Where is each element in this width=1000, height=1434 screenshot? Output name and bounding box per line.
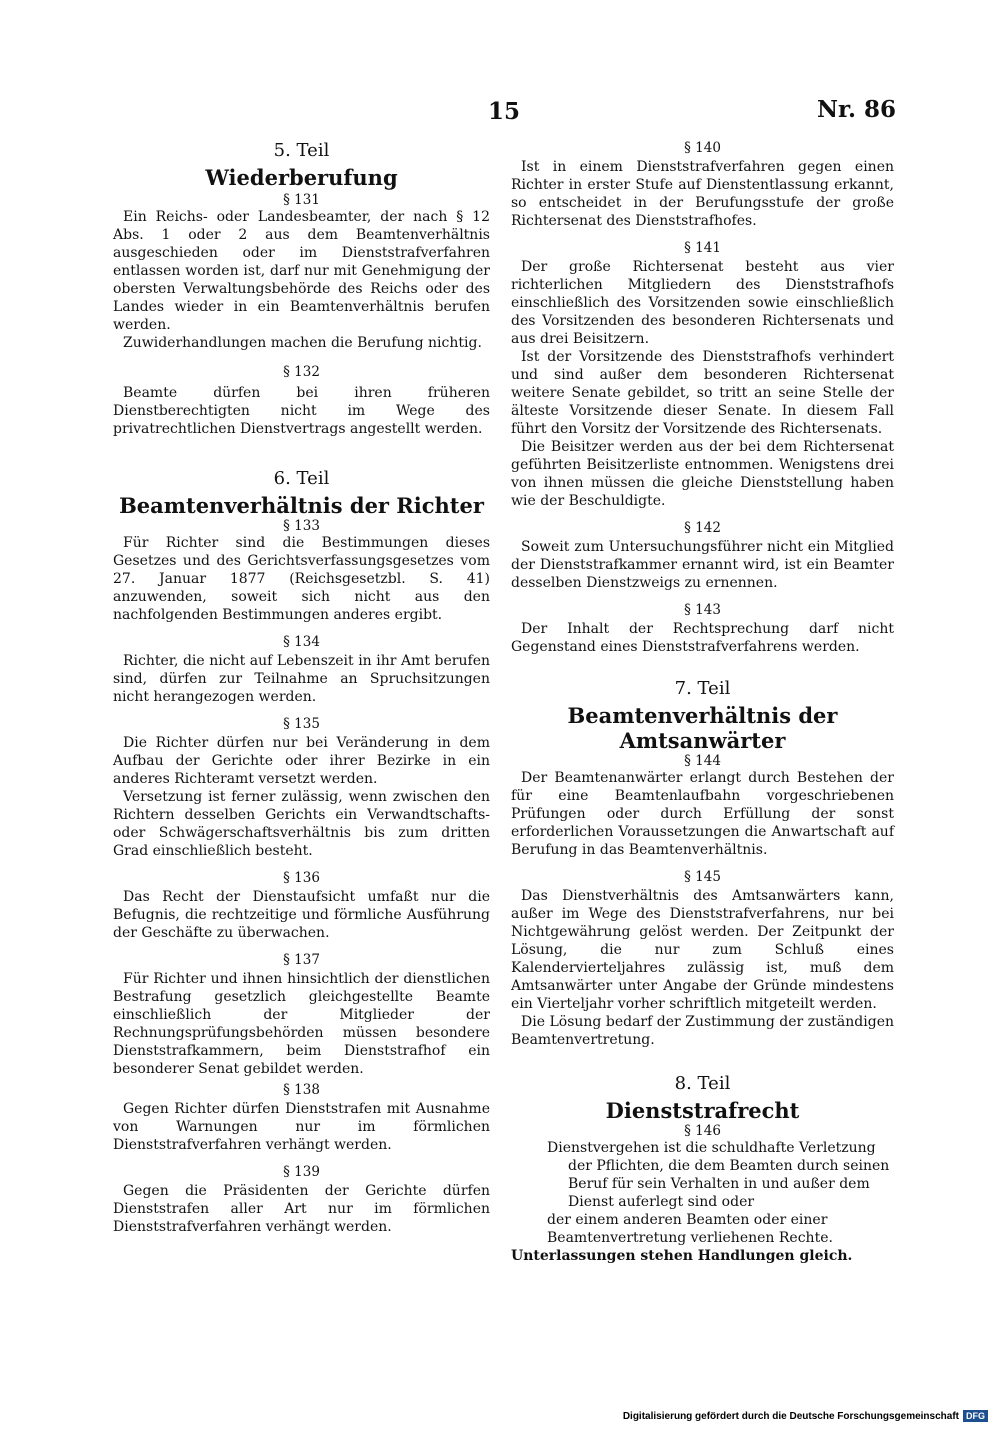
section-number: § 133 [283, 518, 320, 534]
section-number: § 140 [684, 140, 721, 156]
list-line: Dienstvergehen ist die schuldhafte Verletzung [547, 1140, 876, 1156]
section-number: § 142 [684, 520, 721, 536]
paragraph: Für Richter sind die Bestimmungen dieses Gesetzes und des Gerichtsverfassungsgesetzes vom 27. Januar 1877 (Reichsgesetzbl. S. 41) anzuwenden, soweit sich nicht aus den nachfolgenden Bestimmungen anderes ergibt. [113, 535, 490, 623]
section-number: § 137 [283, 952, 320, 968]
dfg-logo: DFG [963, 1410, 988, 1422]
paragraph: Das Recht der Dienstaufsicht umfaßt nur die Befugnis, die rechtzeitige und förmliche Ausführung der Geschäfte zu überwachen. [113, 889, 490, 941]
page-number: 15 [488, 98, 521, 125]
paragraph: Ein Reichs- oder Landesbeamter, der nach § 12 Abs. 1 oder 2 aus dem Beamtenverhältnis ausgeschieden oder im Dienststrafverfahren entlassen worden ist, darf nur mit Genehmigung der obersten Verwaltungsbehörde des Reichs oder des Landes wieder in ein Beamtenverhältnis berufen werden. [113, 209, 490, 333]
part-heading: 7. Teil [674, 678, 731, 699]
paragraph: Das Dienstverhältnis des Amtsanwärters kann, außer im Wege des Dienststrafverfahrens, nur bei Nichtgewährung gelöst werden. Der Zeitpunkt der Lösung, die nur zum Schluß eines Kalendervierteljahres zulässig ist, muß dem Amtsanwärter unter Angabe der Gründe mindestens ein Vierteljahr vorher schriftlich mitgeteilt werden. [511, 888, 894, 1012]
footer-credit [623, 1410, 988, 1422]
list-line: Unterlassungen stehen Handlungen gleich. [511, 1248, 853, 1264]
part-heading: 6. Teil [273, 468, 330, 489]
section-number: § 144 [684, 753, 721, 769]
section-number: § 132 [283, 364, 320, 380]
paragraph: Gegen Richter dürfen Dienststrafen mit Ausnahme von Warnungen nur im förmlichen Dienststrafverfahren verhängt werden. [113, 1101, 490, 1153]
section-number: § 135 [283, 716, 320, 732]
part-title: Beamtenverhältnis der Richter [119, 493, 484, 518]
right-column [511, 140, 894, 1265]
list-line: der Pflichten, die dem Beamten durch seinen Beruf für sein Verhalten in und außer dem Dienst auferlegt sind oder [568, 1158, 890, 1210]
section-number: § 146 [684, 1123, 721, 1139]
section-number: § 145 [684, 869, 721, 885]
part-title: Beamtenverhältnis der Amtsanwärter [567, 703, 838, 753]
paragraph: Ist der Vorsitzende des Dienststrafhofs verhindert und sind außer dem besonderen Richtersenat weitere Senate gebildet, so tritt an seine Stelle der älteste Vorsitzende dieser Senate. In diesem Fall führt den Vorsitz der Vorsitzende des Richtersenats. [511, 349, 894, 437]
paragraph: Die Beisitzer werden aus der bei dem Richtersenat geführten Beisitzerliste entnommen. Wenigstens drei von ihnen müssen die gleiche Dienststellung haben wie der Beschuldigte. [511, 439, 894, 509]
part-title: Dienststrafrecht [605, 1098, 800, 1123]
paragraph: Zuwiderhandlungen machen die Berufung nichtig. [123, 335, 482, 351]
paragraph: Ist in einem Dienststrafverfahren gegen einen Richter in erster Stufe auf Dienstentlassung erkannt, so entscheidet in der Berufungsstufe der große Richtersenat des Dienststrafhofes. [511, 159, 894, 229]
paragraph: Soweit zum Untersuchungsführer nicht ein Mitglied der Dienststrafkammer ernannt wird, ist ein Beamter desselben Dienstzweigs zu ernennen. [511, 539, 894, 591]
section-number: § 131 [283, 192, 320, 208]
section-number: § 134 [283, 634, 320, 650]
list-line: der einem anderen Beamten oder einer Beamtenvertretung verliehenen Rechte. [547, 1212, 833, 1246]
issue-number: Nr. 86 [816, 96, 896, 123]
paragraph: Die Lösung bedarf der Zustimmung der zuständigen Beamtenvertretung. [511, 1014, 894, 1048]
section-number: § 139 [283, 1164, 320, 1180]
paragraph: Der Beamtenanwärter erlangt durch Bestehen der für eine Beamtenlaufbahn vorgeschriebenen Prüfungen oder durch Erfüllung der sonst erforderlichen Voraussetzungen die Anwartschaft auf Berufung in das Beamtenverhältnis. [511, 770, 894, 858]
paragraph: Beamte dürfen bei ihren früheren Dienstberechtigten nicht im Wege des privatrechtlichen Dienstvertrags angestellt werden. [113, 385, 490, 437]
paragraph: Die Richter dürfen nur bei Veränderung in dem Aufbau der Gerichte oder ihrer Bezirke in ein anderes Richteramt versetzt werden. [113, 735, 490, 787]
section-number: § 138 [283, 1082, 320, 1098]
section-number: § 136 [283, 870, 320, 886]
paragraph: Der große Richtersenat besteht aus vier richterlichen Mitgliedern des Dienststrafhofs einschließlich des Vorsitzenden sowie einschließlich des Vorsitzenden des besonderen Richtersenats und aus drei Beisitzern. [511, 259, 894, 347]
part-title: Wiederberufung [205, 165, 398, 190]
section-number: § 141 [684, 240, 721, 256]
paragraph: Versetzung ist ferner zulässig, wenn zwischen den Richtern desselben Gerichts ein Verwandtschafts- oder Schwägerschaftsverhältnis bis zum dritten Grad einschließlich besteht. [113, 789, 490, 859]
paragraph: Gegen die Präsidenten der Gerichte dürfen Dienststrafen aller Art nur im förmlichen Dienststrafverfahren verhängt werden. [113, 1183, 490, 1235]
footer-text: Digitalisierung gefördert durch die Deutsche Forschungsgemeinschaft [622, 1410, 959, 1422]
paragraph: Der Inhalt der Rechtsprechung darf nicht Gegenstand eines Dienststrafverfahrens werden. [511, 621, 894, 655]
paragraph: Für Richter und ihnen hinsichtlich der dienstlichen Bestrafung gesetzlich gleichgestellte Beamte einschließlich der Mitglieder der Rechnungsprüfungsbehörden müssen besondere Dienststrafkammern, beim Dienststrafhof ein besonderer Senat gebildet werden. [113, 971, 490, 1077]
part-heading: 8. Teil [674, 1073, 731, 1094]
section-number: § 143 [684, 602, 721, 618]
paragraph: Richter, die nicht auf Lebenszeit in ihr Amt berufen sind, dürfen zur Teilnahme an Spruchsitzungen nicht herangezogen werden. [113, 653, 490, 705]
left-column [113, 140, 490, 1236]
part-heading: 5. Teil [273, 140, 330, 161]
